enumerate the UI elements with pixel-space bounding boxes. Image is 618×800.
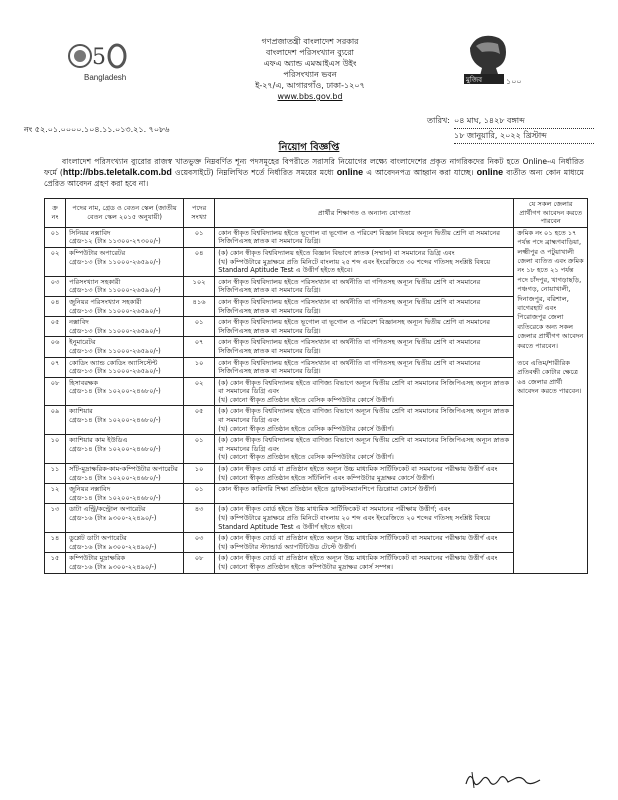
post-name: ক্যাশিয়ার [69,407,93,416]
post-name: হিসাবরক্ষক [69,378,99,387]
table-row [45,464,588,484]
svg-text:Bangladesh: Bangladesh [84,73,127,82]
header-count: পদের সংখ্যা [184,199,215,228]
row-post-count: ০১ [184,317,215,337]
qualification-line: (খ) কম্পিউটার স্ট্যান্ডার্ড অ্যাপটিচিউড টেস্টে উত্তীর্ণ। [218,542,357,551]
row-post-count: ১০ [184,464,215,484]
row-post [66,357,184,377]
qualification-line: কোন স্বীকৃত বিশ্ববিদ্যালয় হইতে ভূগোল বা ভূগোল ও পরিবেশ বিজ্ঞান বিষয়ে অন্যূন দ্বিতীয় শ্রেণি বা সমমানের সিজিপিএসহ স্নাতক বা সমমানের ডিগ্রি। [218,228,500,246]
row-serial: ১২ [45,484,66,504]
post-name: ইনুমারেটর [69,338,96,347]
row-post-count: ০৮ [184,553,215,573]
bangladesh-50-logo [62,32,132,84]
row-qualification [215,247,514,276]
row-post [66,553,184,573]
post-grade: গ্রেড-১৩ (টাঃ ১১০০০-২৬৫৯০/-) [69,326,161,335]
qualification-line: কোন স্বীকৃত বিশ্ববিদ্যালয় হইতে পরিসংখ্যান বা অর্থনীতি বা গণিতসহ অন্যূন দ্বিতীয় শ্রেণি বা সমমানের সিজিপিএসহ স্নাতক বা সমমানের ডিগ্রি। [218,358,481,376]
notice-title: নিয়োগ বিজ্ঞপ্তি [278,142,340,153]
qualification-line: (খ) কোনো স্বীকৃত প্রতিষ্ঠান হইতে বেসিক কম্পিউটার কোর্সে উত্তীর্ণ। [218,395,394,404]
post-name: জুনিয়র পরিসংখ্যান সহকারী [69,297,142,306]
row-serial: ০২ [45,247,66,276]
row-serial: ১১ [45,464,66,484]
post-grade: গ্রেড-১৩ (টাঃ ১১০০০-২৬৫৯০/-) [69,346,161,355]
row-qualification [215,435,514,464]
row-post [66,377,184,406]
post-name: ডুপ্লেট ডাটা অপারেটর [69,534,127,543]
qualification-line: (ক) কোন স্বীকৃত বিশ্ববিদ্যালয় হইতে বাণিজ্য বিভাগে অন্যূন দ্বিতীয় শ্রেণি বা সমমানের সিজিপিএসহ অন্যূন স্নাতক বা সমমানের ডিগ্রি এবং [218,436,510,453]
qualification-line: (ক) কোন স্বীকৃত বোর্ড বা প্রতিষ্ঠান হইতে অন্যূন উচ্চ মাধ্যমিক সার্টিফিকেট বা সমমানের পরীক্ষায় উত্তীর্ণ এবং [218,534,498,543]
row-qualification [215,406,514,435]
row-qualification [215,227,514,247]
table-header-row [45,199,588,228]
post-grade: গ্রেড-১৪ (টাঃ ১০২০০-২৪৬৮০/-) [69,387,161,396]
post-name: জুনিয়র নক্সাবিদ [69,485,111,494]
row-post-count: ০৪ [184,247,215,276]
row-post [66,406,184,435]
row-post [66,317,184,337]
qualification-line: কোন স্বীকৃত বিশ্ববিদ্যালয় হইতে ভূগোল বা ভূগোল ও পরিবেশ বিজ্ঞানসহ অন্যূন দ্বিতীয় শ্রেণি বা সমমানের সিজিপিএসহ স্নাতক বা সমমানের ডিগ্রি। [218,318,490,335]
row-post [66,484,184,504]
header-eligible-districts: যে সকল জেলার প্রার্থীগণ আবেদন করতে পারবেন [514,199,588,228]
header-government: গণপ্রজাতন্ত্রী বাংলাদেশ সরকার [261,37,359,46]
row-post-count: ০২ [184,377,215,406]
row-serial: ০৫ [45,317,66,337]
svg-text:১০০: ১০০ [506,77,522,86]
qualification-line: কোন স্বীকৃত বিশ্ববিদ্যালয় হইতে পরিসংখ্যান বা অর্থনীতি বা গণিতসহ অন্যূন দ্বিতীয় শ্রেণি বা সমমানের সিজিপিএসহ স্নাতক বা সমমানের ডিগ্রি। [218,338,481,355]
qualification-line: (খ) কোনো স্বীকৃত প্রতিষ্ঠান হইতে সাঁটলিপি এবং কম্পিউটার মুদ্রাক্ষর কোর্সে উত্তীর্ণ। [218,473,435,482]
header-post: পদের নাম, গ্রেড ও বেতন স্কেল (জাতীয় বেতন স্কেল ২০১৫ অনুযায়ী) [66,199,184,228]
row-post [66,337,184,357]
post-grade: গ্রেড-১৩ (টাঃ ১১০০০-২৬৫৯০/-) [69,286,161,295]
table-row [45,247,588,276]
row-post-count: ১০ [184,357,215,377]
header-serial: ক্র নং [45,199,66,228]
row-post [66,464,184,484]
qualification-line: (খ) কম্পিউটারে মুদ্রাক্ষরে প্রতি মিনিটে বাংলায় ২০ শব্দ এবং ইংরেজিতে ২০ শব্দের গতিসহ সংশ্লিষ্ট বিষয়ে Standard Aptitude Test এ উত্তীর্ণ হইতে হইবে। [218,514,491,531]
teletalk-link[interactable]: http://bbs.teletalk.com.bd [62,167,172,177]
table-row [45,533,588,553]
row-qualification [215,276,514,296]
mujib-100-logo [458,30,528,90]
svg-text:5: 5 [92,45,106,70]
header-website-link[interactable]: www.bbs.gov.bd [277,92,343,101]
header-qualification: প্রার্থীর শিক্ষাগত ও অন্যান্য যোগ্যতা [215,199,514,228]
header-wing: এফএ অ্যান্ড এমআইএস উইং [263,59,357,68]
signature [460,766,550,792]
table-row [45,553,588,573]
qualification-line: কোন স্বীকৃত বিশ্ববিদ্যালয় হইতে পরিসংখ্যান বা অর্থনীতি বা গণিতসহ অন্যূন দ্বিতীয় শ্রেণি বা সমমানের সিজিপিএসহ স্নাতক বা সমমানের ডিগ্রি। [218,277,481,295]
post-grade: গ্রেড-১২ (টাঃ ১১৩০০-২৭৩০০/-) [69,237,161,246]
post-grade: গ্রেড-১৩ (টাঃ ১১০০০-২৬৫৯০/-) [69,306,161,315]
qualification-line: (ক) কোন স্বীকৃত বিশ্ববিদ্যালয় হইতে বিজ্ঞান বিভাগে স্নাতক (সম্মান) বা সমমানের ডিগ্রি এবং [218,248,455,257]
qualification-line: কোন স্বীকৃত বিশ্ববিদ্যালয় হইতে পরিসংখ্যান বা অর্থনীতি বা গণিতসহ অন্যূন দ্বিতীয় শ্রেণি বা সমমানের সিজিপিএসহ স্নাতক বা সমমানের ডিগ্রি। [218,297,481,315]
table-row [45,317,588,337]
row-qualification [215,504,514,533]
table-row [45,227,588,247]
row-serial: ১০ [45,435,66,464]
qualification-line: (ক) কোন স্বীকৃত বোর্ড বা প্রতিষ্ঠান হইতে অন্যূন উচ্চ মাধ্যমিক সার্টিফিকেট বা সমমানের পরীক্ষায় উত্তীর্ণ এবং [218,554,498,563]
row-post-count: ০১ [184,484,215,504]
row-qualification [215,296,514,316]
row-serial: ০৮ [45,377,66,406]
table-row [45,337,588,357]
table-row [45,504,588,533]
post-grade: গ্রেড-১৪ (টাঃ ১০২০০-২৪৬৮০/-) [69,493,161,502]
post-name: ডাটা এন্ট্রি/কন্ট্রোল অপারেটর [69,505,146,514]
date-bangla: ০৪ মাঘ, ১৪২৮ বঙ্গাব্দ [454,115,594,129]
post-grade: গ্রেড-১৬ (টাঃ ৯৩০০-২২৪৯০/-) [69,562,157,571]
row-qualification [215,484,514,504]
row-post-count: ০৫ [184,406,215,435]
qualification-line: (ক) কোন স্বীকৃত বোর্ড হইতে উচ্চ মাধ্যমিক সার্টিফিকেট বা সমমানের পরীক্ষায় উত্তীর্ণ; এবং [218,505,451,514]
row-serial: ০৩ [45,276,66,296]
date-english: ১৮ জানুয়ারি, ২০২২ খ্রিস্টাব্দ [454,130,594,144]
row-post [66,533,184,553]
notice-intro: বাংলাদেশ পরিসংখ্যান ব্যুরোর রাজস্ব খাতভুক্ত নিম্নবর্ণিত শূন্য পদসমূহের বিপরীতে সরাসরি নিয়োগের লক্ষ্যে বাংলাদেশের প্রকৃত নাগরিকদের নিকট হতে Online-এ নির্ধারিত ফর্মে (http://bbs.teletalk.com.bd ওয়েবসাইটে) নিম্নলিখিত শর্তে নির্ধারিত সময়ের মধ্যে online এ আবেদনপত্র আহ্বান করা যাচ্ছে। online ব্যতীত অন্য কোন মাধ্যমে প্রেরিত আবেদন গ্রহণ করা হবে না। [44,157,584,188]
table-row [45,406,588,435]
row-qualification [215,533,514,553]
date-label: তারিখ: [427,116,450,125]
post-grade: গ্রেড-১৬ (টাঃ ৯৩০০-২২৪৯০/-) [69,514,157,522]
header-building: পরিসংখ্যান ভবন [283,70,337,79]
row-serial: ১৫ [45,553,66,573]
qualification-line: (ক) কোন স্বীকৃত বিশ্ববিদ্যালয় হইতে বাণিজ্য বিভাগে অন্যূন দ্বিতীয় শ্রেণি বা সমমানের সিজিপিএসহ অন্যূন স্নাতক বা সমমানের ডিগ্রি এবং [218,378,510,396]
row-post [66,276,184,296]
row-post [66,504,184,533]
row-qualification [215,317,514,337]
row-post-count: ০৭ [184,337,215,357]
row-qualification [215,337,514,357]
row-serial: ০৭ [45,357,66,377]
post-grade: গ্রেড-১৬ (টাঃ ৯৩০০-২২৪৯০/-) [69,542,157,551]
qualification-line: (ক) কোন স্বীকৃত বোর্ড বা প্রতিষ্ঠান হইতে অন্যূন উচ্চ মাধ্যমিক সার্টিফিকেট বা সমমানের পরীক্ষায় উত্তীর্ণ এবং [218,465,498,474]
post-grade: গ্রেড-১৪ (টাঃ ১০২০০-২৪৬৮০/-) [69,416,161,425]
svg-text:মুজিব: মুজিব [466,76,483,84]
table-row [45,435,588,464]
row-serial: ০১ [45,227,66,247]
post-name: কম্পিউটার অপারেটর [69,248,126,257]
row-qualification [215,464,514,484]
header-address: ই-২৭/এ, আগারগাঁও, ঢাকা-১২০৭ [255,81,365,90]
header-bureau: বাংলাদেশ পরিসংখ্যান ব্যুরো [266,48,354,57]
table-row [45,357,588,377]
row-post [66,296,184,316]
table-row [45,484,588,504]
row-post-count: ৪৩ [184,504,215,533]
table-row [45,377,588,406]
post-grade: গ্রেড-১৩ (টাঃ ১১০০০-২৬৫৯০/-) [69,257,161,266]
row-serial: ১৩ [45,504,66,533]
post-name: পরিসংখ্যান সহকারী [69,277,121,286]
qualification-line: (খ) কোনো স্বীকৃত প্রতিষ্ঠান হইতে বেসিক কম্পিউটার কোর্সে উত্তীর্ণ। [218,453,394,462]
row-serial: ০৯ [45,406,66,435]
post-name: ক্যাশিয়ার কাম ইউডিএ [69,436,128,445]
row-post-count: ০১ [184,435,215,464]
row-qualification [215,377,514,406]
district-note-paragraph: ক্রমিক নং ০১ হতে ১৭ পর্যন্ত পদে ব্রাহ্মণবাড়িয়া, লক্ষ্মীপুর ও পটুয়াখালী জেলা ব্যতিত এবং ক্রমিক নং ১৮ হতে ২১ পর্যন্ত পদে চাঁদপুর, খাগড়াছড়ি, পঞ্চগড়, নোয়াখালী, দিনাজপুর, বরিশাল, বাগেরহাট এবং পিরোজপুর জেলা ব্যতিরেকে অন্য সকল জেলার প্রার্থীগণ আবেদন করতে পারবেন। [517,228,584,350]
row-post-count: ০৩ [184,533,215,553]
row-post-count: ৪১৬ [184,296,215,316]
row-qualification [215,357,514,377]
post-name: কোডিং অ্যান্ড কোডিং অ্যাসিস্টেন্ট [69,358,158,367]
post-name: নক্সাবিদ [69,318,89,327]
qualification-line: (খ) কম্পিউটারে মুদ্রাক্ষরে প্রতি মিনিটে বাংলায় ২৫ শব্দ এবং ইংরেজিতে ৩০ শব্দের গতিসহ সংশ্লিষ্ট বিষয়ে Standard Aptitude Test এ উত্তীর্ণ হইতে হইবে। [218,257,491,275]
eligible-districts-note [514,227,588,573]
table-row [45,276,588,296]
post-grade: গ্রেড-১৩ (টাঃ ১১০০০-২৬৫৯০/-) [69,367,161,376]
qualification-line: (খ) কোনো স্বীকৃত প্রতিষ্ঠান হইতে বেসিক কম্পিউটার কোর্সে উত্তীর্ণ। [218,424,394,433]
row-qualification [215,553,514,573]
post-grade: গ্রেড-১৪ (টাঃ ১০২০০-২৪৬৮০/-) [69,473,161,482]
row-serial: ০৪ [45,296,66,316]
row-serial: ১৪ [45,533,66,553]
row-post-count: ১০২ [184,276,215,296]
office-header [160,36,460,102]
qualification-line: (ক) কোন স্বীকৃত বিশ্ববিদ্যালয় হইতে বাণিজ্য বিভাগে অন্যূন দ্বিতীয় শ্রেণি বা সমমানের সিজিপিএসহ অন্যূন স্নাতক বা সমমানের ডিগ্রি এবং [218,407,510,425]
row-post [66,247,184,276]
table-row [45,296,588,316]
row-serial: ০৬ [45,337,66,357]
row-post-count: ০১ [184,227,215,247]
memo-number: নং ৫২.০১.০০০০.১০৪.১১.০১৩.২১. ৭০৮৬ [24,125,170,134]
post-name: সিনিয়র নক্সাবিদ [69,228,111,237]
vacancy-table [44,198,588,574]
post-name: সাঁট-মুদ্রাক্ষরিক-কাম-কম্পিউটার অপারেটর [69,465,178,474]
row-post [66,435,184,464]
post-grade: গ্রেড-১৪ (টাঃ ১০২০০-২৪৬৮০/-) [69,444,161,453]
post-name: কম্পিউটার মুদ্রাক্ষরিক [69,554,126,563]
qualification-line: কোন স্বীকৃত কারিগরি শিক্ষা প্রতিষ্ঠান হইতে ড্রাফটসম্যানশিপে ডিপ্লোমা কোর্সে উত্তীর্ণ। [218,485,437,494]
qualification-line: (খ) কোনো স্বীকৃত প্রতিষ্ঠান হইতে কম্পিউটার মুদ্রাক্ষর কোর্স সম্পন্ন। [218,562,394,571]
row-post [66,227,184,247]
district-note-paragraph: তবে এতিম/শারীরিক প্রতিবন্ধী কোটার ক্ষেত্রে ৬৪ জেলার প্রার্থী আবেদন করতে পারবেন। [517,359,582,396]
